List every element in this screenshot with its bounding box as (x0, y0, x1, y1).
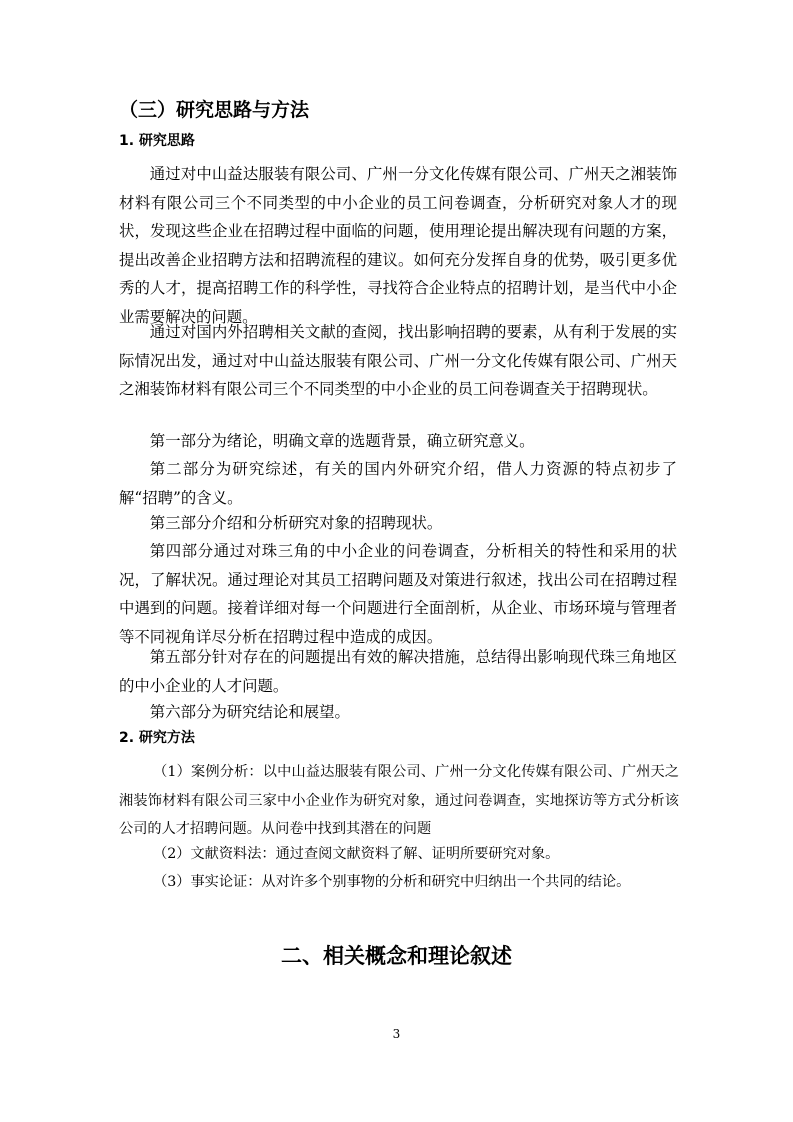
chapter-heading: 二、相关概念和理论叙述 (281, 944, 512, 968)
paragraph-part-two: 第二部分为研究综述，有关的国内外研究介绍，借人力资源的特点初步了解“招聘”的含义。 (119, 460, 677, 507)
subsection-heading-research-approach: 1. 研究思路 (119, 133, 195, 149)
paragraph-part-five: 第五部分针对存在的问题提出有效的解决措施，总结得出影响现代珠三角地区的中小企业的人才问题。 (119, 648, 677, 695)
method-literature-research: （2）文献资料法：通过查阅文献资料了解、证明所要研究对象。 (153, 846, 560, 862)
page-number: 3 (392, 1027, 401, 1041)
section-heading: （三）研究思路与方法 (119, 99, 310, 121)
method-fact-argument: （3）事实论证：从对许多个别事物的分析和研究中归纳出一个共同的结论。 (153, 874, 631, 890)
paragraph-part-four: 第四部分通过对珠三角的中小企业的问卷调查，分析相关的特性和采用的状况，了解状况。通过理论对其员工招聘问题及对策进行叙述，找出公司在招聘过程中遇到的问题。接着详细对每一个问题进行全面剖析，从企业、市场环境与管理者等不同视角详尽分析在招聘过程中造成的成因。 (119, 542, 677, 646)
subsection-heading-research-methods: 2. 研究方法 (119, 730, 195, 746)
paragraph-approach-intro: 通过对中山益达服装有限公司、广州一分文化传媒有限公司、广州天之湘装饰材料有限公司三个不同类型的中小企业的员工问卷调查，分析研究对象人才的现状，发现这些企业在招聘过程中面临的问题，使用理论提出解决现有问题的方案，提出改善企业招聘方法和招聘流程的建议。如何充分发挥自身的优势，吸引更多优秀的人才，提高招聘工作的科学性，寻找符合企业特点的招聘计划，是当代中小企业需要解决的问题。 (119, 165, 677, 326)
paragraph-part-three: 第三部分介绍和分析研究对象的招聘现状。 (149, 514, 443, 532)
paragraph-part-six: 第六部分为研究结论和展望。 (149, 703, 350, 721)
paragraph-literature-review: 通过对国内外招聘相关文献的查阅，找出影响招聘的要素，从有利于发展的实际情况出发，通过对中山益达服装有限公司、广州一分文化传媒有限公司、广州天之湘装饰材料有限公司三个不同类型的中小企业的员工问卷调查关于招聘现状。 (119, 323, 677, 399)
method-case-analysis: （1）案例分析：以中山益达服装有限公司、广州一分文化传媒有限公司、广州天之湘装饰材料有限公司三家中小企业作为研究对象，通过问卷调查，实地探访等方式分析该公司的人才招聘问题。从问卷中找到其潜在的问题 (119, 764, 679, 837)
paragraph-part-one: 第一部分为绪论，明确文章的选题背景，确立研究意义。 (149, 432, 535, 450)
